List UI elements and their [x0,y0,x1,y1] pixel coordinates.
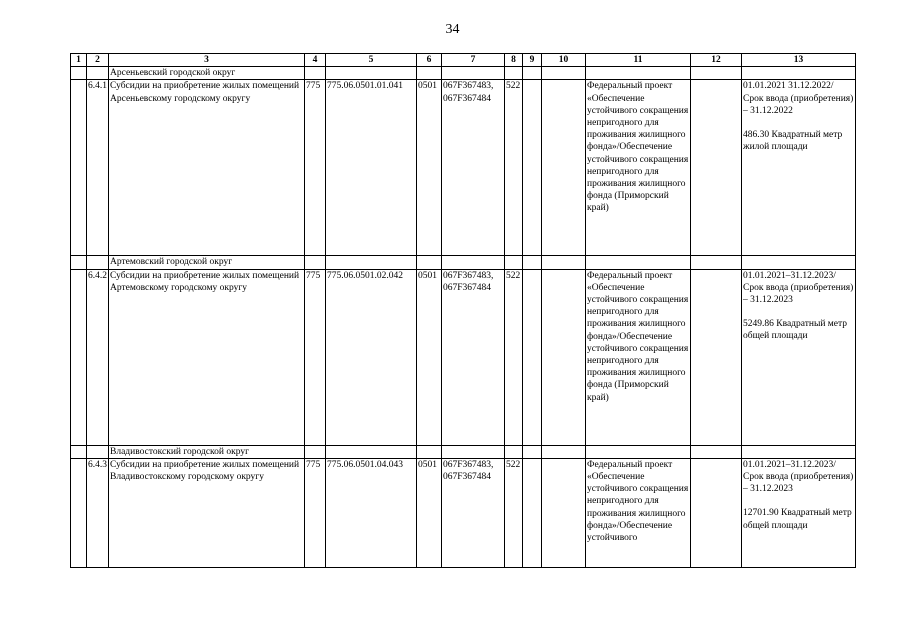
column-header: 5 [326,54,417,67]
cell-col7 [442,458,505,567]
cell-col13-dates: 01.01.2021 31.12.2022/ Срок ввода (приобретения) – 31.12.2022 [743,81,854,116]
cell-col5: 775.06.0501.02.042 [326,269,417,445]
cell-col13-area: 5249.86 Квадратный метр общей площади [743,319,848,342]
cell-col7 [442,269,505,445]
cell-col12 [691,269,742,445]
item-number: 6.4.3 [87,458,109,567]
cell-col4: 775 [305,80,326,256]
table-row [71,80,856,256]
region-name: Артемовский городской округ [109,256,305,269]
column-header: 8 [505,54,523,67]
budget-table [70,53,856,568]
column-header: 3 [109,54,305,67]
column-header: 1 [71,54,87,67]
cell-col7-line1: 067F367483, [443,81,494,92]
column-header: 13 [742,54,856,67]
cell-col7 [442,80,505,256]
cell-col13 [742,269,856,445]
region-row [71,445,856,458]
cell-col4: 775 [305,269,326,445]
cell-col5: 775.06.0501.04.043 [326,458,417,567]
cell-col6: 0501 [417,458,442,567]
region-row [71,67,856,80]
region-row [71,256,856,269]
cell-col8: 522 [505,80,523,256]
column-header: 6 [417,54,442,67]
column-header: 10 [542,54,586,67]
item-name: Субсидии на приобретение жилых помещений Артемовскому городскому округу [109,269,305,445]
cell-col9 [523,80,542,256]
cell-col11: Федеральный проект «Обеспечение устойчивого сокращения непригодного для проживания жилищного фонда»/Обеспечение устойчивого [586,458,691,567]
cell-col13 [742,80,856,256]
cell-col13-dates: 01.01.2021–31.12.2023/ Срок ввода (приобретения) – 31.12.2023 [743,459,854,495]
cell-col7-line2: 067F367484 [443,282,492,293]
cell-col7-line1: 067F367483, [443,459,494,470]
cell-col8: 522 [505,458,523,567]
cell-col12 [691,80,742,256]
cell-col13 [742,458,856,567]
item-name: Субсидии на приобретение жилых помещений Арсеньевскому городскому округу [109,80,305,256]
cell-col12 [691,458,742,567]
cell-col9 [523,458,542,567]
cell-col7-line2: 067F367484 [443,93,492,104]
table-header-row [71,54,856,67]
cell-col6: 0501 [417,80,442,256]
item-number: 6.4.1 [87,80,109,256]
column-header: 4 [305,54,326,67]
cell-col8: 522 [505,269,523,445]
table-row [71,458,856,567]
cell-col10 [542,80,586,256]
table-row [71,269,856,445]
cell-col9 [523,269,542,445]
cell-col13-area: 486.30 Квадратный метр жилой площади [743,130,843,153]
column-header: 12 [691,54,742,67]
column-header: 9 [523,54,542,67]
column-header: 11 [586,54,691,67]
cell-col7-line1: 067F367483, [443,270,494,281]
item-name: Субсидии на приобретение жилых помещений Владивостокскому городскому округу [109,458,305,567]
cell-col4: 775 [305,458,326,567]
cell-col11: Федеральный проект «Обеспечение устойчивого сокращения непригодного для проживания жилищного фонда»/Обеспечение устойчивого сокращения непригодного для проживания жилищного фонда (Приморский край) [586,269,691,445]
column-header: 2 [87,54,109,67]
page-number: 34 [445,22,460,37]
cell-col5: 775.06.0501.01.041 [326,80,417,256]
cell-col10 [542,458,586,567]
cell-col11: Федеральный проект «Обеспечение устойчивого сокращения непригодного для проживания жилищного фонда»/Обеспечение устойчивого сокращения непригодного для проживания жилищного фонда (Приморский край) [586,80,691,256]
item-number: 6.4.2 [87,269,109,445]
cell-col6: 0501 [417,269,442,445]
cell-col10 [542,269,586,445]
column-header: 7 [442,54,505,67]
region-name: Владивостокский городской округ [109,445,305,458]
cell-col7-line2: 067F367484 [443,472,492,483]
cell-col13-dates: 01.01.2021–31.12.2023/ Срок ввода (приобретения) – 31.12.2023 [743,270,854,306]
cell-col13-area: 12701.90 Квадратный метр общей площади [743,508,852,531]
region-name: Арсеньевский городской округ [109,67,305,80]
